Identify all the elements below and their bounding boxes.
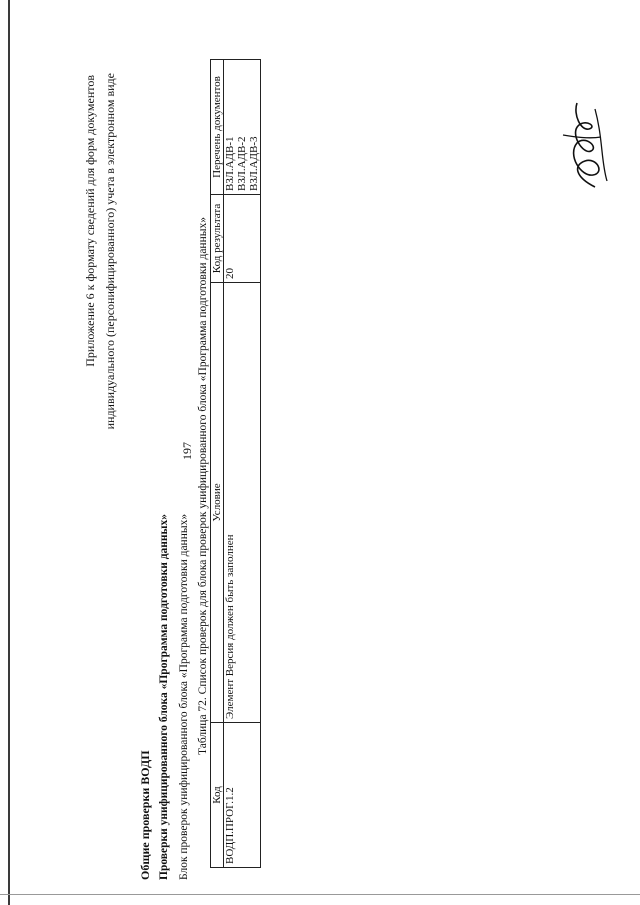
- header-condition: Условие: [211, 283, 224, 723]
- doc-item: ВЗЛ.АДВ-2: [236, 136, 248, 191]
- doc-item: ВЗЛ.АДВ-1: [224, 136, 236, 191]
- cell-result-code: 20: [224, 195, 261, 283]
- page-number: 197: [180, 442, 194, 460]
- header-line-1: Приложение 6 к формату сведений для форм документов: [83, 75, 97, 367]
- doc-item: ВЗЛ.АДВ-3: [248, 136, 260, 191]
- header-documents: Перечень документов: [211, 60, 224, 195]
- cell-condition: Элемент Версия должен быть заполнен: [224, 283, 261, 723]
- cell-documents: [224, 60, 261, 195]
- signature-icon: [555, 95, 620, 195]
- table-row: [224, 60, 261, 868]
- table-caption: Таблица 72. Список проверок для блока проверок унифицированного блока «Программа подготовки данных»: [197, 217, 209, 755]
- cell-code: ВОДП.ПРОГ.1.2: [224, 723, 261, 868]
- section-title: Общие проверки ВОДП: [138, 750, 152, 880]
- header-code: Код: [211, 723, 224, 868]
- subsection-title: Проверки унифицированного блока «Программа подготовки данных»: [158, 513, 170, 880]
- block-text: Блок проверок унифицированного блока «Программа подготовки данных»: [178, 513, 190, 880]
- header-line-2: индивидуального (персонифицированного) учета в электронном виде: [103, 73, 117, 430]
- header-result-code: Код результата: [211, 195, 224, 283]
- checks-table: [210, 59, 261, 868]
- rotated-page-content: [0, 35, 640, 905]
- table-header-row: [211, 60, 224, 868]
